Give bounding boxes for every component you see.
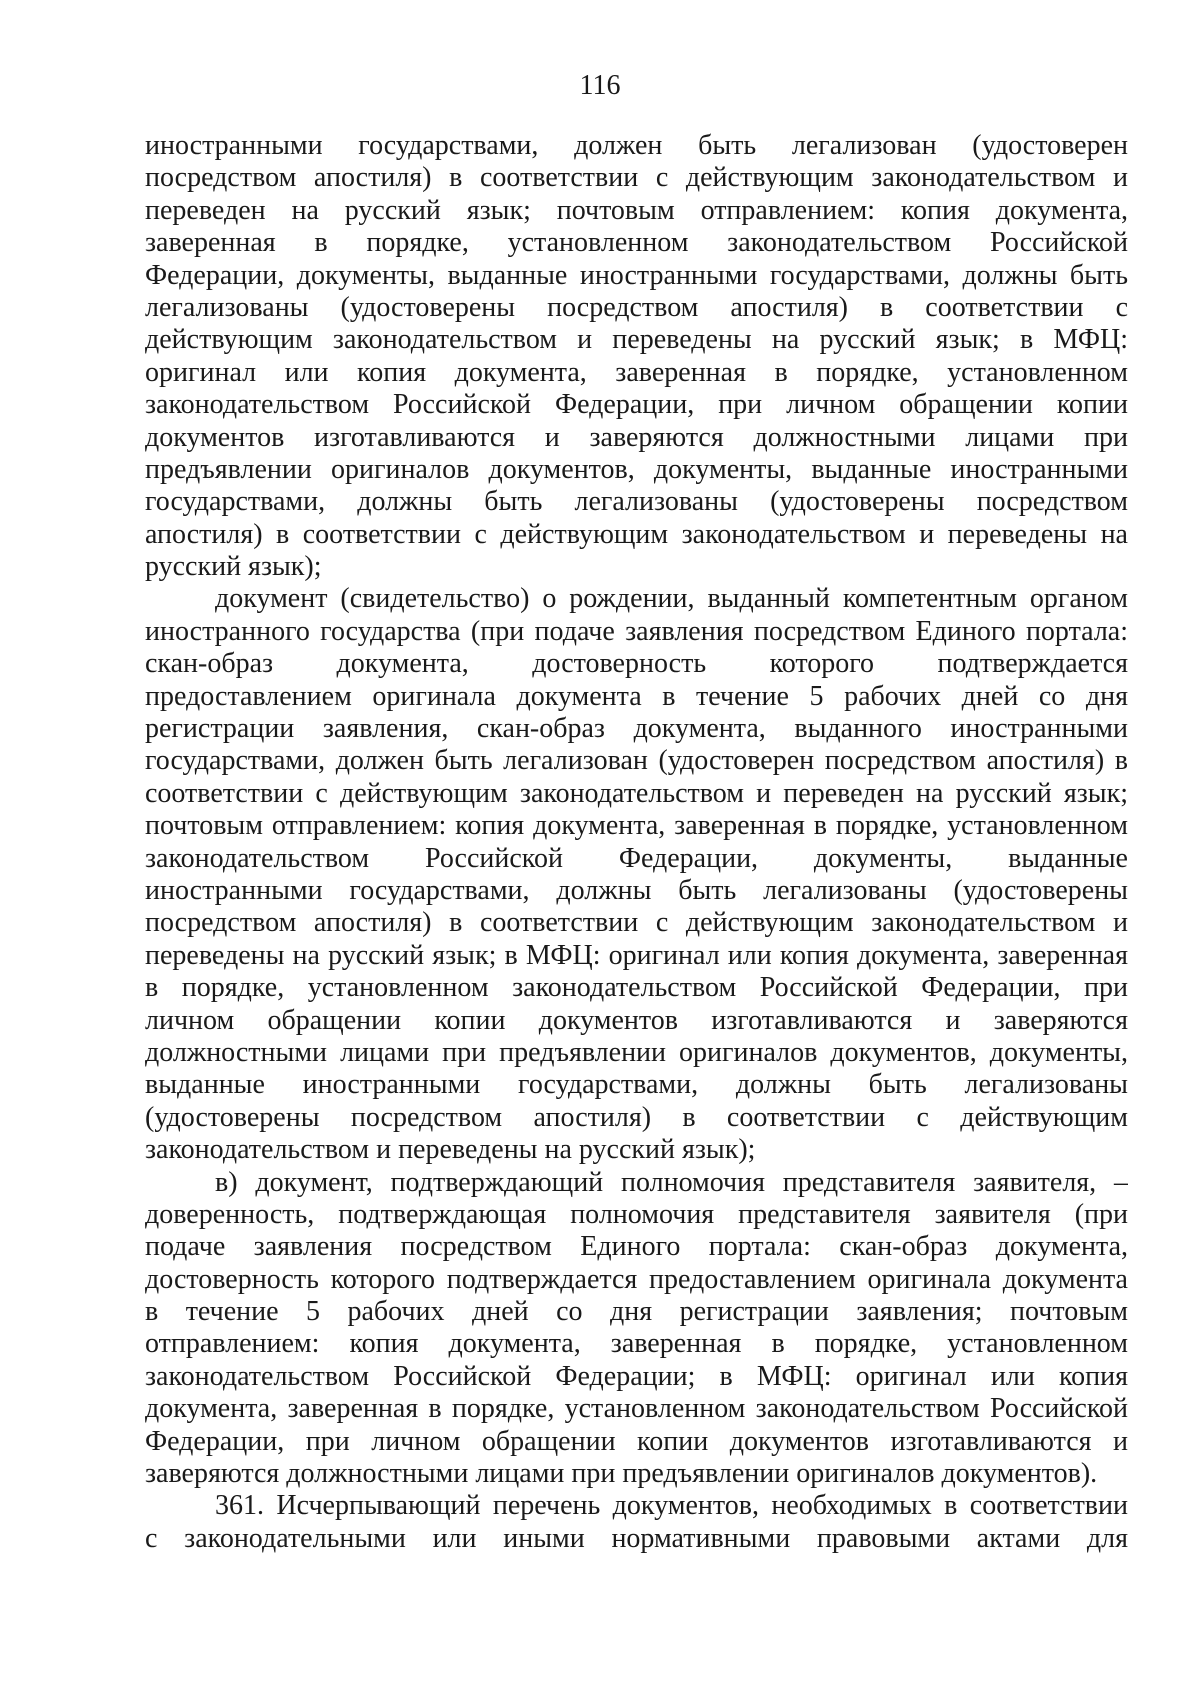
text-line: государствами, должен быть легализован (удостоверен посредством апостиля) в xyxy=(145,745,1128,777)
text-line: действующим законодательством и переведены на русский язык; в МФЦ: xyxy=(145,324,1128,356)
text-line: доверенность, подтверждающая полномочия представителя заявителя (при xyxy=(145,1198,1128,1230)
paragraph xyxy=(145,1490,1128,1555)
text-line: предъявлении оригиналов документов, документы, выданные иностранными xyxy=(145,453,1128,485)
text-line: посредством апостиля) в соответствии с действующим законодательством и xyxy=(145,907,1128,939)
text-line: 361. Исчерпывающий перечень документов, необходимых в соответствии xyxy=(215,1490,1128,1522)
text-line: легализованы (удостоверены посредством апостиля) в соответствии с xyxy=(145,291,1128,323)
page-number: 116 xyxy=(579,70,621,101)
text-line: иностранными государствами, должны быть легализованы (удостоверены xyxy=(145,874,1128,906)
text-line: личном обращении копии документов изготавливаются и заверяются xyxy=(145,1004,1128,1036)
text-line: апостиля) в соответствии с действующим законодательством и переведены на xyxy=(145,518,1128,550)
text-line: в течение 5 рабочих дней со дня регистрации заявления; почтовым xyxy=(145,1296,1128,1328)
text-line: иностранными государствами, должен быть легализован (удостоверен xyxy=(145,130,1128,161)
paragraph xyxy=(145,583,1128,1166)
text-line: законодательством и переведены на русский язык); xyxy=(145,1134,756,1166)
paragraph xyxy=(145,130,1128,583)
text-line: (удостоверены посредством апостиля) в соответствии с действующим xyxy=(145,1101,1128,1133)
text-line: переведены на русский язык; в МФЦ: оригинал или копия документа, заверенная xyxy=(145,939,1128,971)
text-line: заверяются должностными лицами при предъявлении оригиналов документов). xyxy=(145,1458,1098,1490)
text-line: соответствии с действующим законодательством и переведен на русский язык; xyxy=(145,777,1128,809)
text-line: Федерации, документы, выданные иностранными государствами, должны быть xyxy=(145,259,1128,291)
text-line: почтовым отправлением: копия документа, заверенная в порядке, установленном xyxy=(145,810,1128,842)
text-line: переведен на русский язык; почтовым отправлением: копия документа, xyxy=(145,194,1128,226)
text-line: законодательством Российской Федерации, при личном обращении копии xyxy=(145,389,1128,421)
text-line: документов изготавливаются и заверяются должностными лицами при xyxy=(145,421,1128,453)
text-line: иностранного государства (при подаче заявления посредством Единого портала: xyxy=(145,615,1128,647)
text-line: законодательством Российской Федерации; в МФЦ: оригинал или копия xyxy=(145,1360,1128,1392)
text-line: документ (свидетельство) о рождении, выданный компетентным органом xyxy=(215,583,1128,615)
text-line: выданные иностранными государствами, должны быть легализованы xyxy=(145,1069,1128,1101)
text-line: достоверность которого подтверждается предоставлением оригинала документа xyxy=(145,1263,1128,1295)
text-line: регистрации заявления, скан-образ документа, выданного иностранными xyxy=(145,713,1128,745)
text-line: заверенная в порядке, установленном законодательством Российской xyxy=(145,227,1128,259)
document-body xyxy=(145,130,1128,1555)
text-line: скан-образ документа, достоверность которого подтверждается xyxy=(145,648,1128,680)
paragraph xyxy=(145,1167,1128,1491)
text-line: в порядке, установленном законодательством Российской Федерации, при xyxy=(145,972,1128,1004)
text-line: оригинал или копия документа, заверенная в порядке, установленном xyxy=(145,356,1128,388)
text-line: предоставлением оригинала документа в течение 5 рабочих дней со дня xyxy=(145,680,1128,712)
text-line: в) документ, подтверждающий полномочия представителя заявителя, – xyxy=(215,1166,1128,1198)
text-line: должностными лицами при предъявлении оригиналов документов, документы, xyxy=(145,1036,1128,1068)
text-line: отправлением: копия документа, заверенная в порядке, установленном xyxy=(145,1328,1128,1360)
text-line: законодательством Российской Федерации, документы, выданные xyxy=(145,842,1128,874)
text-line: русский язык); xyxy=(145,551,322,583)
text-line: документа, заверенная в порядке, установленном законодательством Российской xyxy=(145,1393,1128,1425)
text-line: с законодательными или иными нормативными правовыми актами для xyxy=(145,1522,1128,1554)
text-line: посредством апостиля) в соответствии с действующим законодательством и xyxy=(145,162,1128,194)
text-line: Федерации, при личном обращении копии документов изготавливаются и xyxy=(145,1425,1128,1457)
text-line: государствами, должны быть легализованы (удостоверены посредством xyxy=(145,486,1128,518)
text-line: подаче заявления посредством Единого портала: скан-образ документа, xyxy=(145,1231,1128,1263)
